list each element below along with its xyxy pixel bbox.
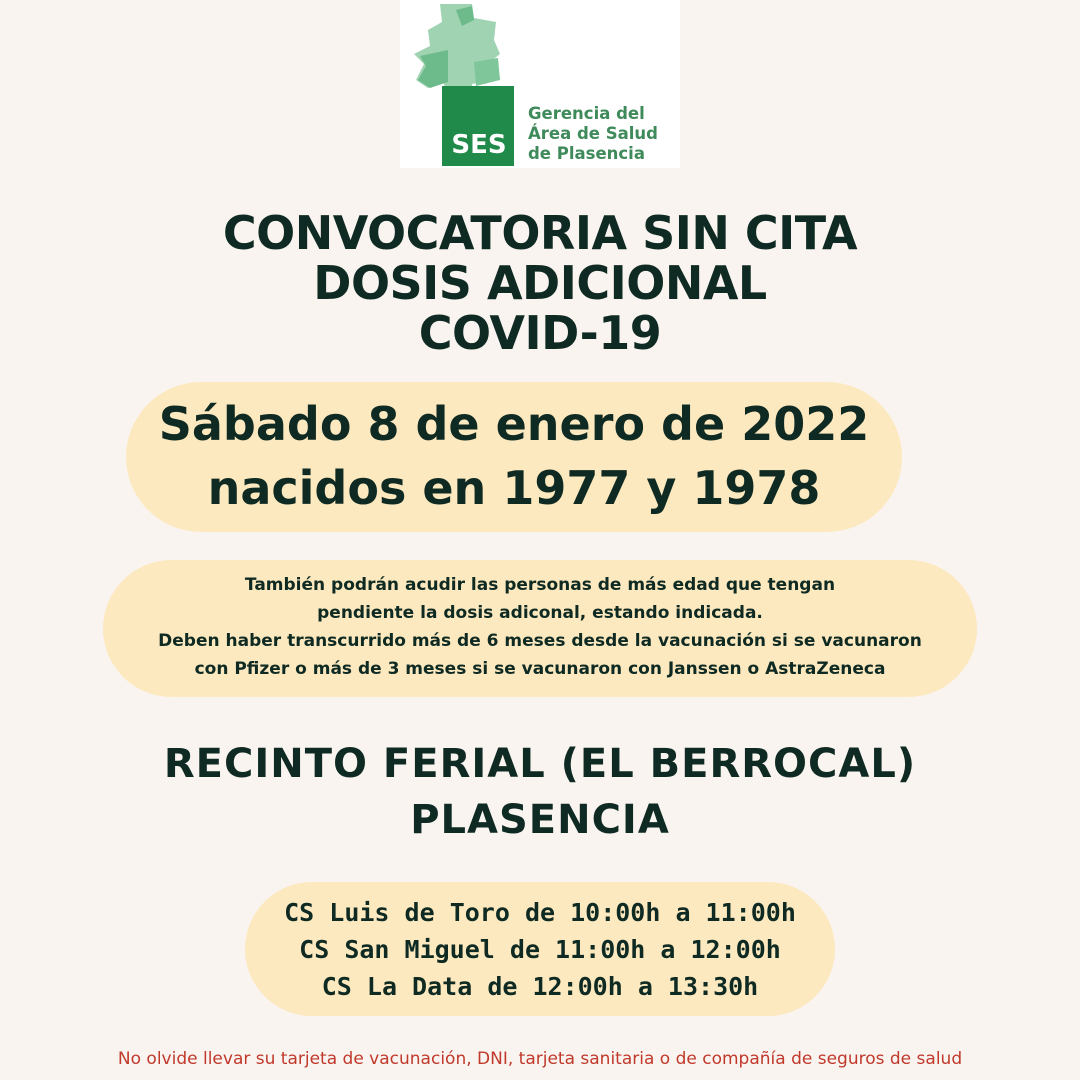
birth-years-line: nacidos en 1977 y 1978 bbox=[207, 461, 821, 515]
venue-name: RECINTO FERIAL (EL BERROCAL) bbox=[163, 741, 917, 787]
schedule-row: CS La Data de 12:00h a 13:30h bbox=[321, 972, 759, 1001]
venue bbox=[0, 736, 1080, 848]
info-line: Deben haber transcurrido más de 6 meses desde la vacunación si se vacunaron bbox=[158, 631, 922, 651]
logo-abbr: SES bbox=[451, 130, 507, 160]
schedule-row: CS Luis de Toro de 10:00h a 11:00h bbox=[284, 898, 796, 927]
title-line: COVID-19 bbox=[418, 306, 662, 360]
cross-accent-3 bbox=[474, 58, 500, 86]
info-line: pendiente la dosis adiconal, estando indicada. bbox=[317, 603, 763, 623]
logo-text bbox=[528, 104, 658, 164]
title-line: DOSIS ADICIONAL bbox=[313, 256, 767, 310]
info-line: También podrán acudir las personas de más edad que tengan bbox=[244, 575, 836, 595]
footer-note: No olvide llevar su tarjeta de vacunación, DNI, tarjeta sanitaria o de compañía de seguros de salud bbox=[117, 1049, 963, 1069]
page-title bbox=[0, 208, 1080, 358]
info-text bbox=[103, 571, 977, 683]
logo-line: Gerencia del bbox=[528, 104, 645, 123]
date-line: Sábado 8 de enero de 2022 bbox=[158, 397, 870, 451]
date-text bbox=[126, 392, 902, 520]
title-line: CONVOCATORIA SIN CITA bbox=[222, 206, 858, 260]
ses-logo bbox=[400, 0, 680, 168]
logo-line: de Plasencia bbox=[528, 144, 645, 163]
schedule-row: CS San Miguel de 11:00h a 12:00h bbox=[299, 935, 781, 964]
venue-city: PLASENCIA bbox=[410, 797, 670, 843]
schedule bbox=[245, 894, 835, 1005]
logo-line: Área de Salud bbox=[528, 124, 658, 143]
info-line: con Pfizer o más de 3 meses si se vacunaron con Janssen o AstraZeneca bbox=[194, 659, 886, 679]
